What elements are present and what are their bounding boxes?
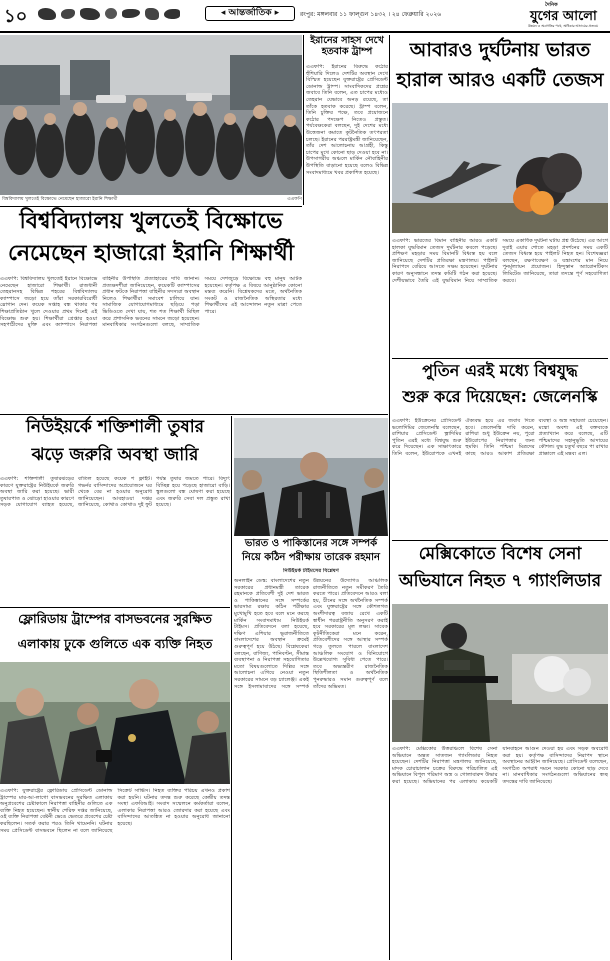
putin-headline-1: পুতিন এরই মধ্যে বিশ্বযুদ্ধ <box>422 361 578 380</box>
florida-headline-1: ফ্লোরিডায় ট্রাম্পের বাসভবনের সুরক্ষিত <box>18 611 212 626</box>
tejas-headline-1: আবারও দুর্ঘটনায় ভারত <box>409 39 591 61</box>
divider <box>0 206 302 207</box>
ny-headline-1: নিউইয়র্কে শক্তিশালী তুষার <box>25 417 205 437</box>
paper-prefix: দৈনিক <box>545 2 558 8</box>
tarique-body: অনলাইন ডেস্ক: বাংলাদেশের নতুন সরকারের প্রধানমন্ত্রী তারেক রহমানকে প্রতিবেশী দুই দেশ ভারত ও পাকিস্তানের সঙ্গে সম্পর্কের ভারসাম্য রক্ষায় কঠিন পরীক্ষার মুখোমুখি হতে হবে বলে মনে করছে মার্কিন সংবাদমাধ্যম নিউইয়র্ক টাইমস। প্রতিবেদনে বলা হয়েছে, দক্ষিণ এশিয়ার ভূরাজনীতিতে বাংলাদেশের অবস্থান ক্রমেই গুরুত্বপূর্ণ হয়ে উঠছে। বিশ্লেষকেরা বলছেন, বাণিজ্য, পানিবণ্টন, সীমান্ত ব্যবস্থাপনা ও নিরাপত্তা সহযোগিতার মতো বিষয়গুলোতে দিল্লির সঙ্গে আলোচনা এগিয়ে নেওয়া নতুন সরকারের সামনে বড় চ্যালেঞ্জ। একই সঙ্গে ইসলামাবাদের সঙ্গে সম্পর্ক উন্নয়নের উদ্যোগও আঞ্চলিক রাজনীতিতে নতুন সমীকরণ তৈরি করতে পারে। প্রতিবেদনে আরও বলা হয়, চীনের সঙ্গে অর্থনৈতিক সম্পর্ক এবং যুক্তরাষ্ট্রের সঙ্গে কৌশলগত অংশীদারত্ব বজায় রেখে একটি স্বাধীন পররাষ্ট্রনীতি অনুসরণ করাই হবে সরকারের মূল লক্ষ্য। সাবেক কূটনীতিকেরা মনে করেন, প্রতিবেশীদের সঙ্গে আস্থার সম্পর্ক গড়ে তুলতে পারলে বাংলাদেশ আঞ্চলিক সংযোগ ও বিনিয়োগে উল্লেখযোগ্য সুবিধা পেতে পারে। তবে অভ্যন্তরীণ রাজনৈতিক স্থিতিশীলতা ও অর্থনৈতিক পুনরুদ্ধারও সমান গুরুত্বপূর্ণ বলে তাঁদের অভিমত। <box>234 578 388 690</box>
page-number <box>4 2 34 27</box>
florida-body: এএফপি: যুক্তরাষ্ট্রের ফ্লোরিডায় প্রেসিডেন্ট ডোনাল্ড ট্রাম্পের মার-আ-লাগো বাসভবনের সুরক্ষিত এলাকায় অনুপ্রবেশের চেষ্টাকালে নিরাপত্তা বাহিনীর গুলিতে এক ব্যক্তি নিহত হয়েছেন। স্থানীয় শেরিফ দপ্তর জানিয়েছে, ওই ব্যক্তি নিরাপত্তা বেষ্টনী ভেঙে ভেতরে প্রবেশের চেষ্টা করছিলেন। সতর্ক করার পরও তিনি থামেননি। ঘটনার সময় প্রেসিডেন্ট বাসভবনে ছিলেন না বলে জানিয়েছে সিক্রেট সার্ভিস। নিহত ব্যক্তির পরিচয় এখনও প্রকাশ করা হয়নি। ঘটনার তদন্ত শুরু করেছে কেন্দ্রীয় তদন্ত সংস্থা এফবিআই। সংবাদ সম্মেলনে কর্মকর্তারা বলেন, এলাকার নিরাপত্তা আরও জোরদার করা হয়েছে এবং বাসিন্দাদের আতঙ্কিত না হওয়ার অনুরোধ জানানো হয়েছে। <box>0 788 230 834</box>
section-label <box>205 6 295 21</box>
map-silhouette-icon <box>145 8 159 20</box>
paper-logo: যুগের আলো <box>530 9 597 24</box>
masthead-rule <box>0 31 610 33</box>
tejas-body: এএফপি: ভারতের বিমান বাহিনীর আরও একটি হালকা যুদ্ধবিমান তেজস দুর্ঘটনার কবলে পড়েছে। প্রশিক্ষণ মহড়ার সময় বিমানটি বিধ্বস্ত হয় বলে জানিয়েছে দেশটির প্রতিরক্ষা মন্ত্রণালয়। পাইলট নিরাপদে বেরিয়ে আসতে সক্ষম হয়েছেন। দুর্ঘটনার কারণ অনুসন্ধানে তদন্ত কমিটি গঠন করা হয়েছে। দেশীয়ভাবে তৈরি এই যুদ্ধবিমান নিয়ে সাম্প্রতিক সময়ে একাধিক দুর্ঘটনা ঘটায় প্রশ্ন উঠেছে। এর আগে দুবাই এয়ার শোতে মহড়া প্রদর্শনের সময় একটি তেজস বিধ্বস্ত হয়ে পাইলট নিহত হন। বিশেষজ্ঞরা বলছেন, রক্ষণাবেক্ষণ ও যন্ত্রাংশের মান নিয়ে পুনর্মূল্যায়ন প্রয়োজন। হিন্দুস্তান অ্যারোনটিকস লিমিটেড জানিয়েছে, তারা তদন্তে পূর্ণ সহযোগিতা করবে। <box>392 238 608 284</box>
iran-photo-credit: এএফপি <box>287 197 302 202</box>
mexico-headline-2: অভিযানে নিহত ৭ গ্যাংলিডার <box>398 571 602 591</box>
section-label-text: আন্তর্জাতিক <box>228 8 272 18</box>
section-arrow-right-icon: ▸ <box>274 8 280 18</box>
florida-press-photo <box>0 662 230 784</box>
mexico-headline-1: মেক্সিকোতে বিশেষ সেনা <box>418 544 582 564</box>
map-silhouette-icon <box>164 9 180 19</box>
iran-photo-caption: বিশ্ববিদ্যালয় খুলতেই বিক্ষোভে নেমেছেন হাজারো ইরানি শিক্ষার্থী <box>2 197 118 202</box>
divider <box>0 414 388 415</box>
page-number-text: ১০ <box>4 6 28 27</box>
tarique-subhead: নিউইয়র্ক টাইমসের বিশ্লেষণ <box>283 568 339 574</box>
mexico-body: এএফপি: মেক্সিকোর উত্তরাঞ্চলে বিশেষ সেনা অভিযানে অন্তত সাতজন গ্যাংলিডার নিহত হয়েছেন। দেশটির নিরাপত্তা মন্ত্রণালয় জানিয়েছে, মাদক চোরাচালান চক্রের বিরুদ্ধে পরিচালিত এই অভিযানে বিপুল পরিমাণ অস্ত্র ও গোলাবারুদ উদ্ধার করা হয়েছে। অভিযানের পর এলাকায় কয়েকটি যানবাহনে আগুন দেওয়া হয় এবং সড়ক অবরোধ করা হয়। কর্তৃপক্ষ বাসিন্দাদের নিরাপদ স্থানে অবস্থানের আহ্বান জানিয়েছে। প্রেসিডেন্ট বলেছেন, সংগঠিত অপরাধ দমনে সরকার কোনো ছাড় দেবে না। মানবাধিকার সংগঠনগুলো অভিযানের স্বচ্ছ তদন্তের দাবি জানিয়েছে। <box>392 746 608 785</box>
iran-headline-1: বিশ্ববিদ্যালয় খুলতেই বিক্ষোভে <box>19 209 283 234</box>
column-rule <box>389 35 390 960</box>
iran-protest-body: এএফপি: বিশ্ববিদ্যালয় খুলতেই ইরানে বিক্ষোভে নেমেছেন হাজারো শিক্ষার্থী। রাজধানী তেহরানসহ বিভিন্ন শহরের বিশ্ববিদ্যালয় ক্যাম্পাসে জড়ো হয়ে তাঁরা সরকারবিরোধী স্লোগান দেন। কয়েক সপ্তাহ বন্ধ থাকার পর শিক্ষাপ্রতিষ্ঠান খুলে দেওয়ার প্রথম দিনেই এই বিক্ষোভ শুরু হয়। শিক্ষার্থীরা গ্রেপ্তার হওয়া সহপাঠীদের মুক্তি এবং ক্যাম্পাসে নিরাপত্তা বাহিনীর উপস্থিতি প্রত্যাহারের দাবি জানান। প্রত্যক্ষদর্শীরা জানিয়েছেন, কয়েকটি ক্যাম্পাসের প্রধান ফটকে নিরাপত্তা বাহিনীর সদস্যরা অবস্থান নিলেও শিক্ষার্থীরা সমাবেশ চালিয়ে যান। সামাজিক যোগাযোগমাধ্যমে ছড়িয়ে পড়া ভিডিওতে দেখা যায়, শত শত শিক্ষার্থী মিছিল করে প্রশাসনিক ভবনের সামনে জড়ো হয়েছেন। মানবাধিকার সংগঠনগুলো বলছে, সাম্প্রতিক সময়ে দেশজুড়ে বিক্ষোভে বহু মানুষ আটক হয়েছেন। কর্তৃপক্ষ এ বিষয়ে আনুষ্ঠানিক কোনো মন্তব্য করেনি। বিশ্লেষকদের মতে, অর্থনৈতিক সংকট ও রাজনৈতিক অস্থিরতার মধ্যে শিক্ষার্থীদের এই আন্দোলন নতুন মাত্রা পেতে পারে। <box>0 276 302 329</box>
map-silhouette-icon <box>61 9 75 19</box>
map-strip <box>38 6 198 21</box>
masthead <box>0 0 610 31</box>
tarique-headline-1: ভারত ও পাকিস্তানের সঙ্গে সম্পর্ক <box>244 538 378 549</box>
iran-protest-photo <box>0 35 302 195</box>
trump-iran-body: এএফপি: ইরানের বিরুদ্ধে কঠোর হুঁশিয়ারি দিলেও দেশটির অবস্থান দেখে বিস্মিত হয়েছেন যুক্তরাষ্ট্রের প্রেসিডেন্ট ডোনাল্ড ট্রাম্প। সাংবাদিকদের প্রশ্নের জবাবে তিনি বলেন, এত চাপের মধ্যেও তেহরান যেভাবে অনড় রয়েছে, তা তাঁকে হতবাক করেছে। ট্রাম্প বলেন, তিনি চুক্তির পক্ষে, তবে প্রয়োজনে কঠোর পদক্ষেপ নিতেও প্রস্তুত। পর্যবেক্ষকেরা বলছেন, দুই দেশের মধ্যে উত্তেজনা কমাতে কূটনৈতিক তৎপরতা চলছে। ইরানের পররাষ্ট্রমন্ত্রী জানিয়েছেন, তাঁর দেশ আলোচনায় আগ্রহী, কিন্তু চাপের মুখে কোনো ছাড় দেওয়া হবে না। উপসাগরীয় অঞ্চলে মার্কিন নৌবাহিনীর উপস্থিতি বাড়ানো হয়েছে বলেও বিভিন্ন সংবাদমাধ্যমে খবর প্রকাশিত হয়েছে। <box>306 64 388 176</box>
map-silhouette-icon <box>122 9 140 18</box>
putin-body: এএফপি: ইউক্রেনের প্রেসিডেন্ট ভলোদিমির জেলেনস্কি বলেছেন, রাশিয়ার প্রেসিডেন্ট ভ্লাদিমির পুতিন এরই মধ্যে বিশ্বযুদ্ধ শুরু করে দিয়েছেন। এক সাক্ষাৎকারে তিনি বলেন, ইউরোপকে এখনই ঐক্যবদ্ধ হয়ে এর জবাব দিতে হবে। জেলেনস্কি দাবি করেন, রাশিয়া শুধু ইউক্রেন নয়, পুরো ইউরোপের নিরাপত্তার জন্য হুমকি। তিনি পশ্চিমা মিত্রদের কাছে আরও আকাশ প্রতিরক্ষা ব্যবস্থা ও অস্ত্র সহায়তা চেয়েছেন। মস্কো অবশ্য এই বক্তব্যকে প্রত্যাখ্যান করে বলেছে, এটি পশ্চিমাদের সহানুভূতি আদায়ের কৌশল। যুদ্ধ চতুর্থ বছরে পা রাখার প্রাক্কালে এই মন্তব্য এল। <box>392 418 608 457</box>
paper-tagline: উন্নয়ন ও অগ্রগতির পথে, অধিকার আদায়ের প্রত্যয়ে <box>528 24 598 28</box>
ny-blizzard-body: এএফপি: শক্তিশালী তুষারঝড়ের কারণে যুক্তরাষ্ট্রের নিউইয়র্কে জরুরি অবস্থা জারি করা হয়েছে। ভারী তুষারপাত ও ঝোড়ো হাওয়ার কারণে সড়ক যোগাযোগ ব্যাহত হয়েছে, বাতিল হয়েছে কয়েক শ ফ্লাইট। গভর্নর বাসিন্দাদের অপ্রয়োজনে ঘর থেকে বের না হওয়ার অনুরোধ জানিয়েছেন। আবহাওয়া দপ্তর জানিয়েছে, কোথাও কোথাও দুই ফুট পর্যন্ত তুষার জমতে পারে। বিদ্যুৎ বিচ্ছিন্ন হয়ে পড়েছে হাজারো বাড়ি। স্কুলগুলো বন্ধ ঘোষণা করা হয়েছে এবং জরুরি সেবা দল প্রস্তুত রাখা হয়েছে। <box>0 476 230 509</box>
column-rule <box>303 35 304 205</box>
dateline: রংপুর: মঙ্গলবার ১১ ফাল্গুন ১৪৩২ । ২৪ ফেব্রুয়ারি ২০২৬ <box>300 11 442 18</box>
tejas-headline-2: হারাল আরও একটি তেজস <box>396 69 604 91</box>
tarique-headline-2: নিয়ে কঠিন পরীক্ষায় তারেক রহমান <box>242 552 380 563</box>
trump-iran-headline: ইরানের সাহস দেখে হতবাক ট্রাম্প <box>310 35 384 57</box>
map-silhouette-icon <box>38 8 56 20</box>
column-rule <box>231 416 232 960</box>
iran-headline-2: নেমেছেন হাজারো ইরানি শিক্ষার্থী <box>7 241 295 266</box>
divider <box>0 607 230 608</box>
florida-headline-2: এলাকায় ঢুকে গুলিতে এক ব্যক্তি নিহত <box>17 636 213 651</box>
map-silhouette-icon <box>80 8 100 20</box>
tejas-crash-photo <box>392 103 608 233</box>
mexico-soldier-photo <box>392 604 608 742</box>
section-arrow-left-icon: ◂ <box>220 8 226 18</box>
divider <box>392 540 608 541</box>
map-silhouette-icon <box>105 8 117 19</box>
putin-headline-2: শুরু করে দিয়েছেন: জেলেনস্কি <box>402 387 598 406</box>
ny-headline-2: ঝড়ে জরুরি অবস্থা জারি <box>31 445 199 465</box>
tarique-photo <box>234 418 388 536</box>
divider <box>392 358 608 359</box>
